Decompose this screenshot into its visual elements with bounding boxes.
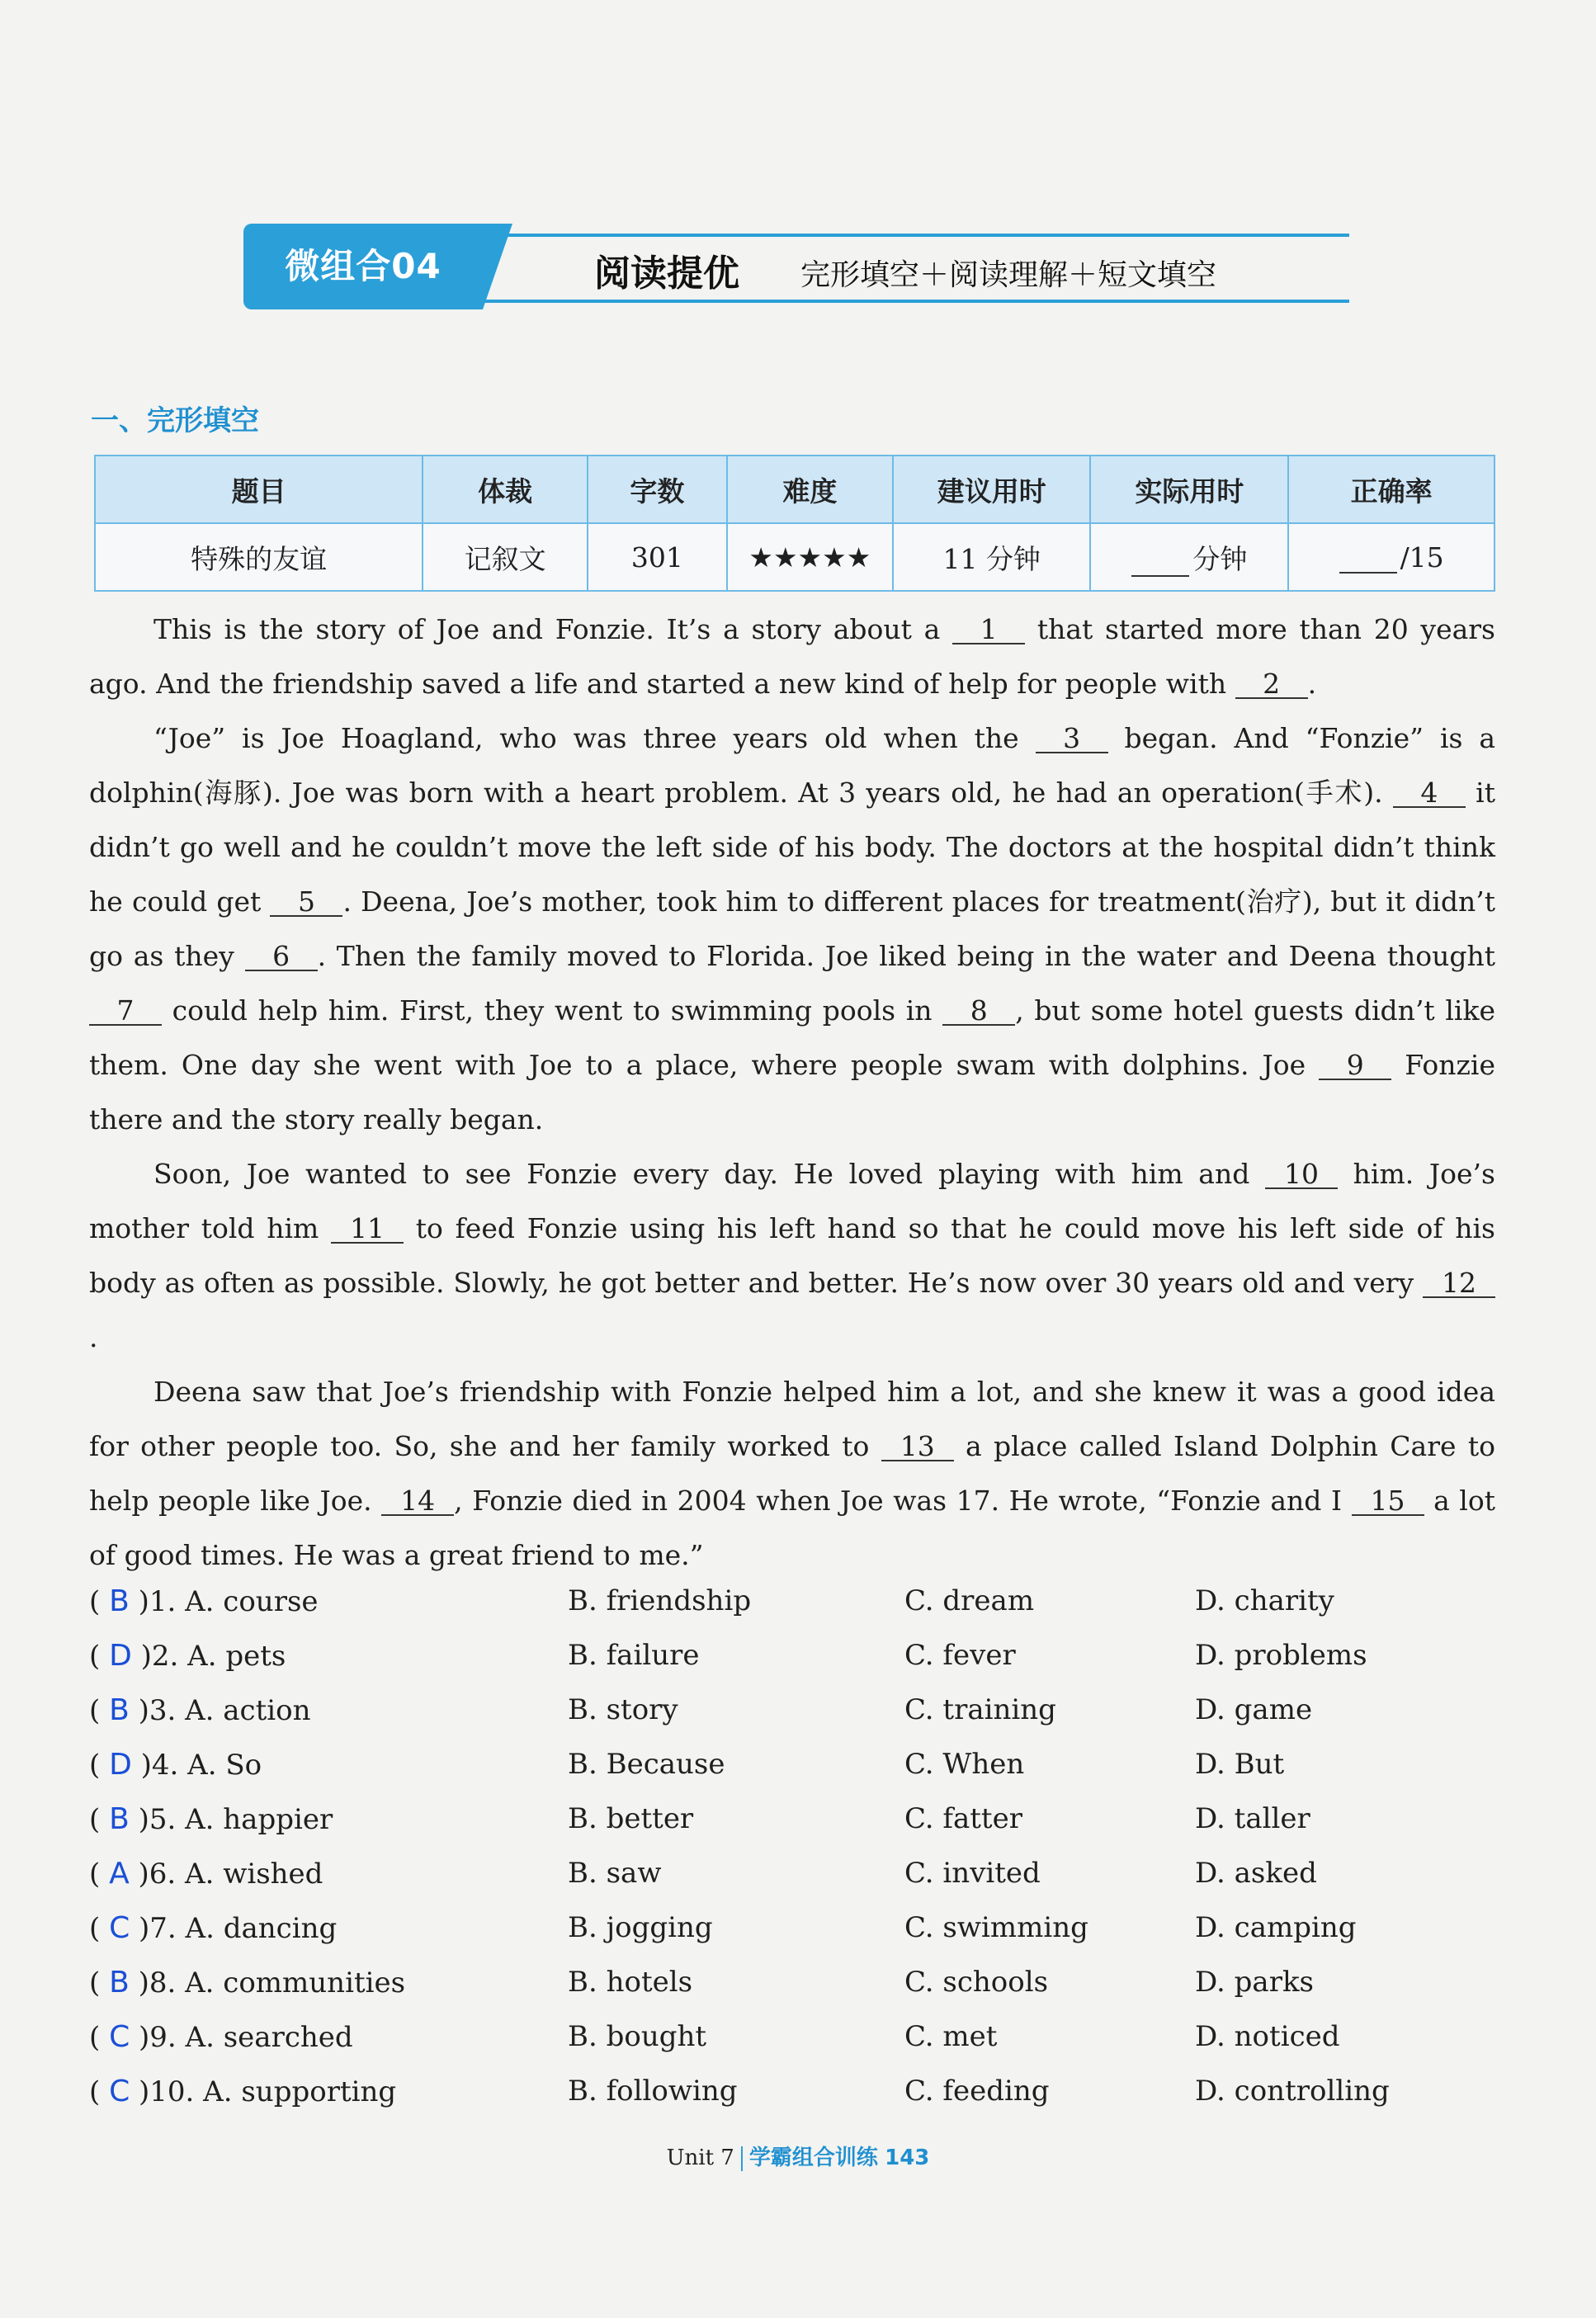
answer-mark[interactable]: B (109, 1584, 130, 1618)
answer-mark[interactable]: A (109, 1857, 130, 1891)
option-b[interactable]: B. saw (568, 1857, 662, 1890)
passage-paragraph (89, 602, 1495, 711)
info-words: 301 (588, 523, 727, 591)
option-d[interactable]: D. taller (1195, 1802, 1310, 1835)
question-row (89, 1584, 1509, 1639)
blank-2[interactable]: 2 (1235, 671, 1308, 699)
option-c[interactable]: C. feeding (904, 2075, 1050, 2108)
passage-text: that started more than 20 years ago. And the friendship saved a life and started a new kind of help for people with (89, 613, 1495, 700)
option-b[interactable]: B. better (568, 1802, 694, 1835)
option-d[interactable]: D. But (1195, 1748, 1285, 1781)
header-rule-top (483, 234, 1349, 237)
passage-paragraph (89, 1365, 1495, 1583)
footer-page-number: 143 (885, 2146, 930, 2170)
blank-11[interactable]: 11 (331, 1216, 404, 1244)
option-c[interactable]: C. fatter (904, 1802, 1022, 1835)
answer-mark[interactable]: B (109, 1966, 130, 1999)
option-d[interactable]: D. controlling (1195, 2075, 1390, 2108)
info-table-value-row (95, 523, 1494, 591)
question-number: ( C )9. A. searched (89, 2020, 353, 2054)
blank-1[interactable]: 1 (952, 616, 1025, 644)
passage-paragraph (89, 1147, 1495, 1365)
option-d[interactable]: D. charity (1195, 1584, 1334, 1617)
option-c[interactable]: C. schools (904, 1966, 1049, 1999)
answer-mark[interactable]: C (109, 2020, 130, 2054)
question-row (89, 2075, 1509, 2129)
passage-text: Deena saw that Joe’s friendship with Fonzie helped him a lot, and she knew it was a good idea for other people too. So, she and her family worked to (89, 1376, 1495, 1462)
question-number: ( C )7. A. dancing (89, 1911, 338, 1945)
actual-time-unit: 分钟 (1192, 542, 1248, 575)
option-d[interactable]: D. problems (1195, 1639, 1367, 1672)
question-number-label: 4. (151, 1749, 179, 1782)
cloze-passage (89, 602, 1495, 1583)
option-a[interactable]: A. wished (176, 1858, 323, 1891)
option-c[interactable]: C. met (904, 2020, 998, 2053)
question-number: ( A )6. A. wished (89, 1857, 323, 1891)
question-row (89, 1857, 1509, 1911)
answer-mark[interactable]: C (109, 1911, 130, 1945)
blank-8[interactable]: 8 (942, 998, 1015, 1026)
info-header: 实际用时 (1090, 456, 1288, 523)
info-header: 字数 (588, 456, 727, 523)
question-row (89, 1639, 1509, 1693)
option-a[interactable]: A. course (176, 1585, 319, 1618)
answer-mark[interactable]: B (109, 1693, 130, 1727)
option-b[interactable]: B. bought (568, 2020, 707, 2053)
question-row (89, 1911, 1509, 1966)
passage-text: to feed Fonzie using his left hand so that he could move his left side of his body as often as possible. Slowly, he got better and better. He’s now over 30 years old and very (89, 1212, 1495, 1299)
info-topic: 特殊的友谊 (95, 523, 423, 591)
actual-time-blank[interactable] (1131, 550, 1189, 577)
blank-5[interactable]: 5 (270, 889, 342, 917)
footer-book-title: 学霸组合训练 (748, 2146, 878, 2170)
info-header: 建议用时 (893, 456, 1090, 523)
blank-15[interactable]: 15 (1352, 1488, 1424, 1516)
option-a[interactable]: A. pets (178, 1640, 286, 1673)
question-number-label: 5. (149, 1803, 177, 1836)
info-header: 题目 (95, 456, 423, 523)
info-header: 难度 (727, 456, 893, 523)
blank-3[interactable]: 3 (1036, 725, 1108, 753)
passage-text: , but some hotel guests didn’t like them. One day she went with Joe to a place, where people swam with dolphins. Joe (89, 994, 1496, 1081)
option-b[interactable]: B. friendship (568, 1584, 752, 1617)
question-number-label: 3. (149, 1694, 177, 1727)
blank-13[interactable]: 13 (881, 1433, 954, 1461)
passage-text: began. And “Fonzie” is a dolphin(海豚). Joe was born with a heart problem. At 3 years old, he had an operation(手术). (89, 722, 1495, 809)
footer-separator (741, 2146, 743, 2171)
question-number: ( D )4. A. So (89, 1748, 262, 1782)
question-number-label: 10. (149, 2075, 195, 2108)
option-c[interactable]: C. When (904, 1748, 1025, 1781)
blank-9[interactable]: 9 (1319, 1052, 1391, 1080)
option-c[interactable]: C. fever (904, 1639, 1016, 1672)
passage-text: Fonzie there and the story really began. (89, 1049, 1495, 1135)
info-table-header-row (95, 456, 1494, 523)
passage-text: could help him. First, they went to swimming pools in (162, 994, 943, 1027)
option-b[interactable]: B. jogging (568, 1911, 713, 1944)
option-c[interactable]: C. dream (904, 1584, 1035, 1617)
option-c[interactable]: C. invited (904, 1857, 1041, 1890)
question-number-label: 9. (149, 2021, 177, 2054)
question-number: ( B )3. A. action (89, 1693, 311, 1727)
info-suggested-time: 11 分钟 (893, 523, 1090, 591)
page-footer (0, 2141, 1596, 2171)
question-number-label: 7. (149, 1912, 177, 1945)
info-genre: 记叙文 (423, 523, 588, 591)
answer-mark[interactable]: D (109, 1748, 132, 1782)
question-row (89, 1748, 1509, 1802)
question-number: ( D )2. A. pets (89, 1639, 286, 1673)
question-number: ( B )5. A. happier (89, 1802, 333, 1836)
passage-paragraph (89, 711, 1495, 1147)
passage-text: a lot of good times. He was a great friend to me.” (89, 1485, 1495, 1571)
blank-12[interactable]: 12 (1423, 1270, 1495, 1298)
question-options (89, 1584, 1509, 2129)
option-a[interactable]: A. So (178, 1749, 262, 1782)
question-row (89, 1966, 1509, 2020)
header-subtitle: 完形填空＋阅读理解＋短文填空 (800, 258, 1217, 292)
question-number-label: 1. (149, 1585, 177, 1618)
accuracy-total: /15 (1400, 541, 1444, 574)
header-title: 阅读提优 (594, 253, 739, 295)
info-accuracy[interactable] (1288, 523, 1494, 591)
option-d[interactable]: D. parks (1195, 1966, 1315, 1999)
option-a[interactable]: A. searched (176, 2021, 353, 2054)
passage-text: . (1307, 668, 1317, 700)
section-header-banner (243, 219, 1349, 309)
question-number-label: 6. (149, 1858, 177, 1891)
question-row (89, 1802, 1509, 1857)
passage-text: This is the story of Joe and Fonzie. It’s a story about a (153, 613, 953, 645)
option-a[interactable]: A. happier (176, 1803, 333, 1836)
option-d[interactable]: D. camping (1195, 1911, 1357, 1944)
info-header: 体裁 (423, 456, 588, 523)
info-header: 正确率 (1288, 456, 1494, 523)
option-a[interactable]: A. communities (176, 1966, 406, 1999)
passage-text: Soon, Joe wanted to see Fonzie every day. He loved playing with him and (153, 1158, 1266, 1190)
option-a[interactable]: A. action (176, 1694, 311, 1727)
passage-text: it didn’t go well and he couldn’t move the left side of his body. The doctors at the hospital didn’t think he could get (89, 777, 1495, 918)
info-table (94, 455, 1495, 592)
passage-text: . (89, 1321, 98, 1353)
blank-10[interactable]: 10 (1265, 1161, 1338, 1189)
section-title: 一、完形填空 (91, 404, 259, 437)
option-d[interactable]: D. game (1195, 1693, 1313, 1726)
option-a[interactable]: A. supporting (194, 2075, 397, 2108)
option-d[interactable]: D. asked (1195, 1857, 1317, 1890)
option-c[interactable]: C. training (904, 1693, 1056, 1726)
option-d[interactable]: D. noticed (1195, 2020, 1340, 2053)
question-number-label: 8. (149, 1966, 177, 1999)
option-c[interactable]: C. swimming (904, 1911, 1088, 1944)
blank-6[interactable]: 6 (245, 943, 318, 971)
info-actual-time[interactable] (1090, 523, 1288, 591)
passage-text: a place called Island Dolphin Care to help people like Joe. (89, 1430, 1495, 1517)
question-number: ( B )8. A. communities (89, 1966, 406, 1999)
option-b[interactable]: B. following (568, 2075, 738, 2108)
option-b[interactable]: B. story (568, 1693, 678, 1726)
header-badge: 微组合04 (243, 224, 483, 309)
blank-4[interactable]: 4 (1393, 780, 1466, 808)
option-b[interactable]: B. failure (568, 1639, 700, 1672)
header-rule-bottom (483, 300, 1349, 303)
accuracy-blank[interactable] (1339, 547, 1397, 574)
info-difficulty-stars: ★★★★★ (727, 523, 893, 591)
blank-7[interactable]: 7 (89, 998, 162, 1026)
question-row (89, 2020, 1509, 2075)
blank-14[interactable]: 14 (381, 1488, 454, 1516)
passage-text: “Joe” is Joe Hoagland, who was three years old when the (153, 722, 1036, 754)
passage-text: . Then the family moved to Florida. Joe liked being in the water and Deena thought (317, 940, 1495, 972)
question-number-label: 2. (151, 1640, 179, 1673)
option-a[interactable]: A. dancing (176, 1912, 338, 1945)
option-b[interactable]: B. Because (568, 1748, 725, 1781)
passage-text: . Deena, Joe’s mother, took him to different places for treatment(治疗), but it didn’t go as they (89, 885, 1495, 972)
question-number: ( C )10. A. supporting (89, 2075, 397, 2108)
option-b[interactable]: B. hotels (568, 1966, 693, 1999)
answer-mark[interactable]: D (109, 1639, 132, 1673)
question-row (89, 1693, 1509, 1748)
passage-text: , Fonzie died in 2004 when Joe was 17. He wrote, “Fonzie and I (454, 1485, 1352, 1517)
answer-mark[interactable]: C (109, 2075, 130, 2108)
question-number: ( B )1. A. course (89, 1584, 319, 1618)
passage-text: him. Joe’s mother told him (89, 1158, 1495, 1244)
footer-unit: Unit 7 (666, 2146, 734, 2170)
answer-mark[interactable]: B (109, 1802, 130, 1836)
